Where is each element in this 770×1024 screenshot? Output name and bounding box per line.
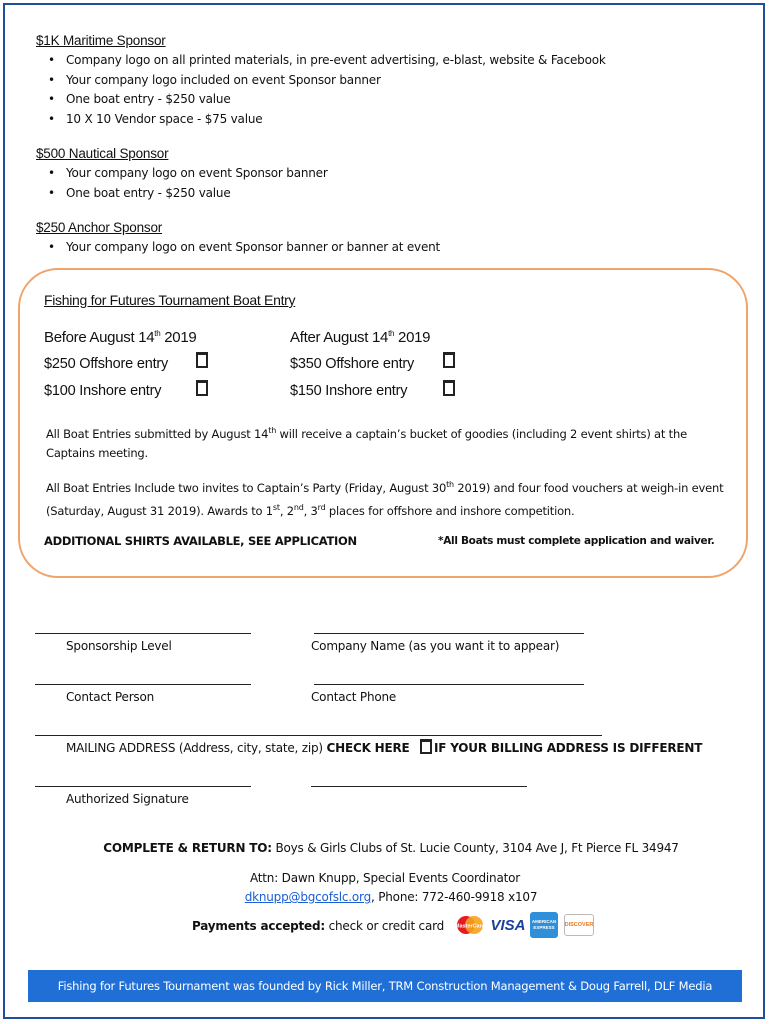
boat-entry-title: Fishing for Futures Tournament Boat Entry bbox=[44, 292, 296, 308]
contact-person-label: Contact Person bbox=[66, 690, 155, 704]
signature-date-line[interactable] bbox=[311, 786, 527, 787]
mastercard-icon bbox=[454, 914, 486, 936]
visa-icon: VISA bbox=[490, 916, 526, 934]
payments-line: Payments accepted: check or credit card bbox=[192, 919, 445, 933]
list-item: • Company logo on all printed materials, in pre-event advertising, e-blast, website & Facebook bbox=[48, 51, 606, 71]
before-inshore-label: $100 Inshore entry bbox=[44, 383, 162, 399]
sponsor-1k-benefits bbox=[48, 51, 606, 129]
mastercard-logo-svg bbox=[454, 914, 486, 936]
sponsor-1k-title: $1K Maritime Sponsor bbox=[36, 33, 166, 48]
list-item: • Your company logo included on event Sponsor banner bbox=[48, 71, 606, 91]
authorized-signature-label: Authorized Signature bbox=[66, 792, 189, 806]
company-name-label: Company Name (as you want it to appear) bbox=[311, 639, 560, 653]
after-offshore-label: $350 Offshore entry bbox=[290, 356, 415, 372]
waiver-note: *All Boats must complete application and waiver. bbox=[438, 535, 715, 547]
billing-different-checkbox[interactable] bbox=[420, 739, 432, 754]
entry-paragraph-goodies: All Boat Entries submitted by August 14th will receive a captain’s bucket of goodies (including 2 event shirts) at the Captains meeting. bbox=[46, 426, 687, 460]
mastercard-text: MasterCard bbox=[454, 923, 486, 930]
attn-line: Attn: Dawn Knupp, Special Events Coordinator bbox=[249, 871, 520, 885]
after-inshore-checkbox[interactable] bbox=[443, 380, 455, 396]
email-link[interactable]: dknupp@bgcofslc.org bbox=[244, 890, 371, 904]
entry-paragraph-party: All Boat Entries Include two invites to Captain’s Party (Friday, August 30th 2019) and four food vouchers at weigh-in event (Saturday, August 31 2019). Awards to 1st, 2nd, 3rd places for offshore and inshore competition. bbox=[46, 480, 724, 518]
before-inshore-checkbox[interactable] bbox=[196, 380, 208, 396]
after-inshore-label: $150 Inshore entry bbox=[290, 383, 408, 399]
return-to-line: COMPLETE & RETURN TO: Boys & Girls Clubs of St. Lucie County, 3104 Ave J, Ft Pierce FL 34947 bbox=[103, 841, 679, 855]
sponsorship-level-line[interactable] bbox=[35, 633, 251, 634]
contact-person-line[interactable] bbox=[35, 684, 251, 685]
list-item: • 10 X 10 Vendor space - $75 value bbox=[48, 110, 606, 130]
after-date-heading: After August 14th 2019 bbox=[290, 329, 431, 346]
contact-phone-line[interactable] bbox=[314, 684, 584, 685]
list-item: • Your company logo on event Sponsor banner bbox=[48, 164, 328, 184]
discover-icon: DISCOVER bbox=[564, 914, 594, 936]
before-offshore-checkbox[interactable] bbox=[196, 352, 208, 368]
footer-banner: Fishing for Futures Tournament was founded by Rick Miller, TRM Construction Management & Doug Farrell, DLF Media bbox=[28, 970, 742, 1002]
sponsorship-level-label: Sponsorship Level bbox=[66, 639, 172, 653]
sponsor-250-benefits bbox=[48, 238, 440, 258]
before-date-heading: Before August 14th 2019 bbox=[44, 329, 197, 346]
billing-different-label: IF YOUR BILLING ADDRESS IS DIFFERENT bbox=[434, 741, 703, 755]
sponsor-500-title: $500 Nautical Sponsor bbox=[36, 146, 169, 161]
sponsor-250-title: $250 Anchor Sponsor bbox=[36, 220, 163, 235]
mailing-address-label: MAILING ADDRESS (Address, city, state, zip) CHECK HERE bbox=[66, 741, 410, 755]
sponsor-500-benefits bbox=[48, 164, 328, 203]
additional-shirts-note: ADDITIONAL SHIRTS AVAILABLE, SEE APPLICATION bbox=[44, 534, 357, 548]
company-name-line[interactable] bbox=[314, 633, 584, 634]
list-item: • One boat entry - $250 value bbox=[48, 184, 328, 204]
list-item: • One boat entry - $250 value bbox=[48, 90, 606, 110]
signature-line[interactable] bbox=[35, 786, 251, 787]
before-offshore-label: $250 Offshore entry bbox=[44, 356, 169, 372]
list-item: • Your company logo on event Sponsor banner or banner at event bbox=[48, 238, 440, 258]
contact-line: dknupp@bgcofslc.org, Phone: 772-460-9918 x107 bbox=[244, 890, 538, 904]
after-offshore-checkbox[interactable] bbox=[443, 352, 455, 368]
amex-icon: AMERICAN EXPRESS bbox=[530, 912, 558, 938]
mailing-address-line[interactable] bbox=[35, 735, 602, 736]
contact-phone-label: Contact Phone bbox=[311, 690, 397, 704]
